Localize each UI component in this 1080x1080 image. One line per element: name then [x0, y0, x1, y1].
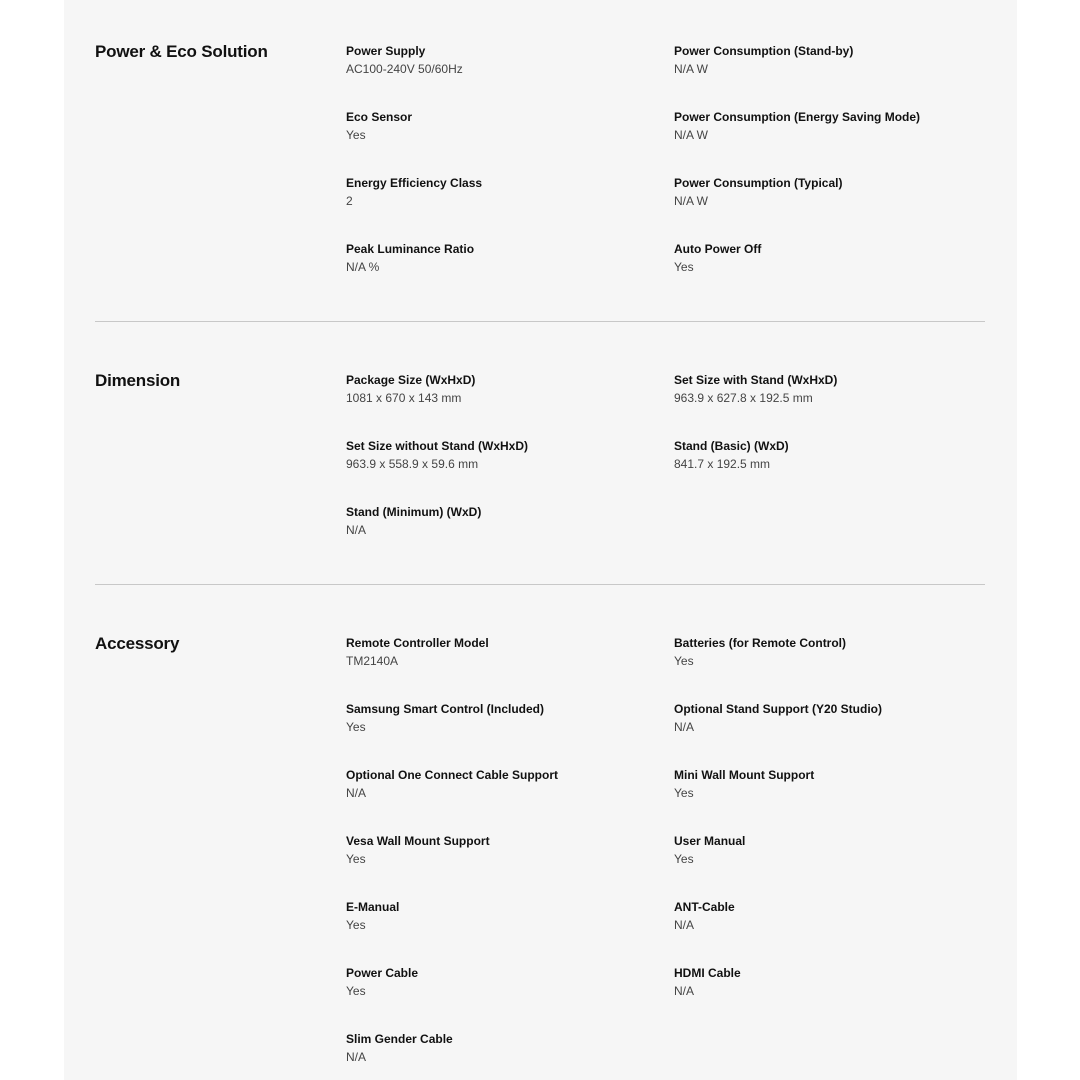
spec-value: Yes [674, 260, 694, 274]
spec-value: 2 [346, 194, 353, 208]
spec-item [674, 437, 974, 473]
spec-label: Power Consumption (Typical) [674, 176, 843, 190]
spec-label: Set Size with Stand (WxHxD) [674, 373, 838, 387]
section-title: Dimension [95, 371, 181, 390]
spec-label: Optional Stand Support (Y20 Studio) [674, 702, 882, 716]
section-title: Accessory [95, 634, 180, 653]
spec-value: Yes [346, 984, 366, 998]
spec-value: N/A W [674, 62, 709, 76]
spec-value: Yes [674, 654, 694, 668]
spec-item [346, 832, 646, 868]
spec-label: User Manual [674, 834, 746, 848]
spec-label: Stand (Minimum) (WxD) [346, 505, 482, 519]
spec-item [674, 108, 974, 144]
spec-item [674, 240, 974, 276]
spec-label: Remote Controller Model [346, 636, 489, 650]
spec-value: Yes [346, 918, 366, 932]
spec-value: N/A [346, 1050, 367, 1064]
spec-label: Vesa Wall Mount Support [346, 834, 490, 848]
spec-label: Stand (Basic) (WxD) [674, 439, 789, 453]
spec-label: HDMI Cable [674, 966, 741, 980]
spec-value: 963.9 x 627.8 x 192.5 mm [674, 391, 813, 405]
spec-item [346, 700, 646, 736]
spec-value: Yes [346, 720, 366, 734]
spec-item [674, 174, 974, 210]
spec-value: N/A [674, 918, 695, 932]
spec-item [674, 898, 974, 934]
spec-item [346, 108, 646, 144]
spec-value: N/A [346, 523, 367, 537]
spec-label: Slim Gender Cable [346, 1032, 453, 1046]
spec-value: TM2140A [346, 654, 399, 668]
spec-value: N/A [674, 984, 695, 998]
spec-label: ANT-Cable [674, 900, 735, 914]
spec-item [674, 964, 974, 1000]
spec-label: Power Consumption (Energy Saving Mode) [674, 110, 921, 124]
spec-item [674, 766, 974, 802]
spec-label: Energy Efficiency Class [346, 176, 483, 190]
spec-value: AC100-240V 50/60Hz [346, 62, 463, 76]
spec-item [346, 766, 646, 802]
spec-item [346, 898, 646, 934]
spec-label: Package Size (WxHxD) [346, 373, 476, 387]
spec-item [674, 634, 974, 670]
spec-value: N/A % [346, 260, 380, 274]
spec-label: Power Consumption (Stand-by) [674, 44, 854, 58]
spec-value: Yes [346, 852, 366, 866]
spec-item [346, 503, 646, 539]
spec-value: Yes [674, 786, 694, 800]
spec-item [346, 42, 646, 78]
spec-label: Samsung Smart Control (Included) [346, 702, 545, 716]
spec-value: N/A [674, 720, 695, 734]
spec-label: E-Manual [346, 900, 400, 914]
spec-value: Yes [674, 852, 694, 866]
spec-value: 841.7 x 192.5 mm [674, 457, 771, 471]
spec-item [674, 42, 974, 78]
spec-item [674, 700, 974, 736]
section-divider [95, 584, 985, 585]
spec-item [346, 240, 646, 276]
spec-label: Power Supply [346, 44, 426, 58]
spec-label: Eco Sensor [346, 110, 413, 124]
spec-item [674, 371, 974, 407]
spec-value: Yes [346, 128, 366, 142]
spec-item [346, 437, 646, 473]
spec-label: Auto Power Off [674, 242, 762, 256]
spec-value: 1081 x 670 x 143 mm [346, 391, 462, 405]
spec-label: Batteries (for Remote Control) [674, 636, 847, 650]
spec-label: Power Cable [346, 966, 419, 980]
spec-label: Mini Wall Mount Support [674, 768, 815, 782]
spec-label: Set Size without Stand (WxHxD) [346, 439, 529, 453]
spec-value: N/A W [674, 194, 709, 208]
spec-value: N/A [346, 786, 367, 800]
spec-item [346, 634, 646, 670]
spec-item [346, 1030, 646, 1066]
spec-item [674, 832, 974, 868]
section-title: Power & Eco Solution [95, 42, 268, 61]
spec-label: Optional One Connect Cable Support [346, 768, 559, 782]
spec-item [346, 371, 646, 407]
spec-value: 963.9 x 558.9 x 59.6 mm [346, 457, 479, 471]
spec-item [346, 174, 646, 210]
spec-label: Peak Luminance Ratio [346, 242, 475, 256]
spec-value: N/A W [674, 128, 709, 142]
spec-item [346, 964, 646, 1000]
section-divider [95, 321, 985, 322]
